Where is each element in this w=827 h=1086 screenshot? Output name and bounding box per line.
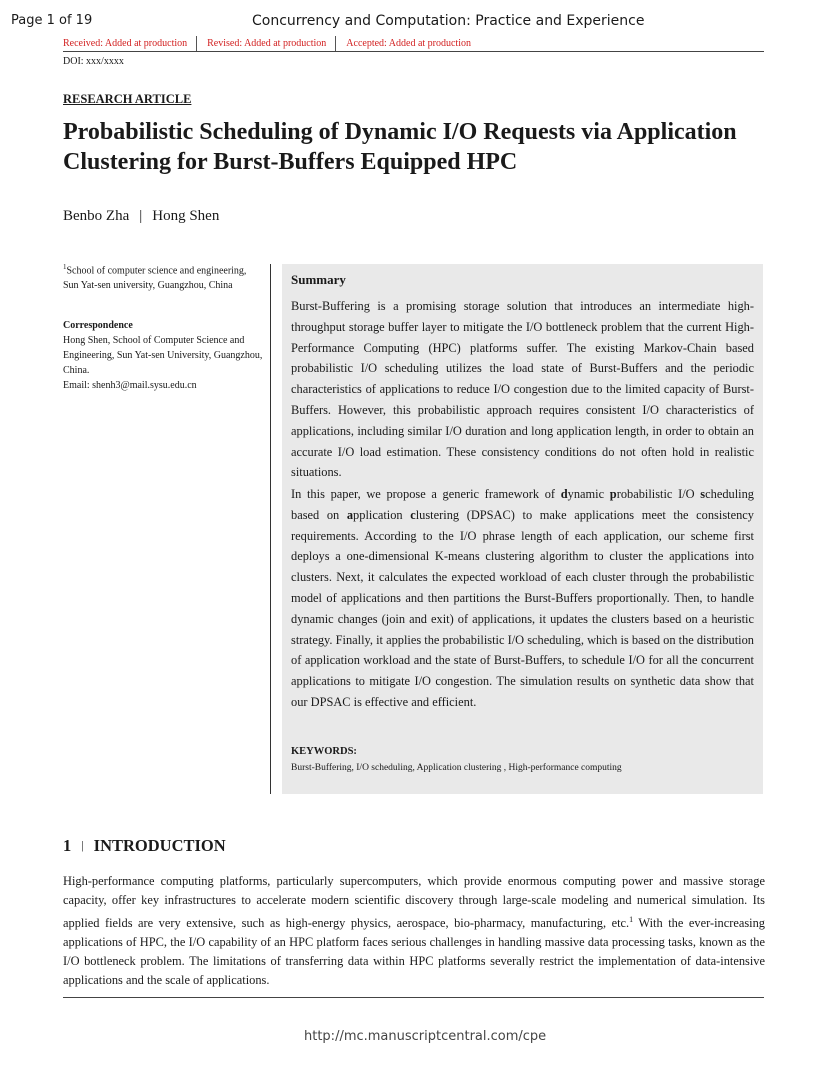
doi: DOI: xxx/xxxx	[63, 56, 124, 67]
submission-dates	[63, 36, 471, 51]
paper-title: Probabilistic Scheduling of Dynamic I/O Requests via Application Clustering for Burst-Buffers Equipped HPC	[63, 119, 737, 175]
keywords-heading: KEYWORDS:	[291, 746, 357, 757]
citation-ref[interactable]: 1	[629, 915, 634, 924]
divider	[335, 36, 336, 51]
column-divider	[270, 264, 271, 794]
keywords-list: Burst-Buffering, I/O scheduling, Application clustering , High-performance computing	[291, 763, 622, 773]
summary-heading: Summary	[291, 272, 346, 287]
correspondence	[63, 318, 263, 393]
header-rule	[63, 51, 764, 52]
section-heading	[63, 836, 226, 856]
summary-paragraph: Burst-Buffering is a promising storage solution that introduces an intermediate high-throughput storage buffer layer to mitigate the I/O bottleneck problem that the current High-Performance Computing (HPC) platforms suffer. The existing Markov-Chain based probabilistic I/O scheduling utilizes the load state of Burst-Buffers and the periodic characteristics of applications to reduce I/O congestion due to the limited capacity of Burst-Buffers. However, this probabilistic approach requires consistent I/O characteristics of applications, including similar I/O duration and long application length, in order to obtain an accurate I/O load estimation. These consistency conditions do not often hold in realistic situations.	[291, 299, 754, 480]
section-title: INTRODUCTION	[93, 836, 226, 855]
correspondence-email: Email: shenh3@mail.sysu.edu.cn	[63, 380, 197, 391]
section-number: 1	[63, 836, 72, 855]
correspondence-heading: Correspondence	[63, 320, 133, 331]
author-name: Benbo Zha	[63, 208, 130, 224]
received-date: Received: Added at production	[63, 37, 188, 49]
author-separator: |	[139, 208, 143, 224]
correspondence-address: Hong Shen, School of Computer Science and Engineering, Sun Yat-sen University, Guangzhou, China.	[63, 335, 263, 376]
section-separator: |	[81, 838, 84, 852]
summary-paragraph: In this paper, we propose a generic framework of dynamic probabilistic I/O scheduling based on application clustering (DPSAC) to make applications meet the consistency requirements. According to the I/O phrase length of each application, our scheme first deploys a one-dimensional K-means clustering algorithm to cluster the applications into clusters. Next, it calculates the expected workload of each cluster through the probabilistic model of applications and then partitions the Burst-Buffers proportionally. Then, to handle dynamic changes (join and exit) of applications, it updates the clusters based on a heuristic strategy. Finally, it applies the probabilistic I/O scheduling, which is based on the distribution of application workload and the state of Burst-Buffers, to schedule I/O for all the concurrent applications to mitigate I/O congestion. The simulation results on synthetic data show that our DPSAC is effective and efficient.	[291, 487, 754, 709]
author-list	[63, 208, 219, 225]
introduction-paragraph: High-performance computing platforms, particularly supercomputers, which provide enormous computing power and massive storage capacity, offer key infrastructures to accelerate modern scientific discovery through large-scale modeling and numerical simulation. Its applied fields are very extensive, such as high-energy physics, aerospace, bio-pharmacy, manufacturing, etc.$^1$ With the ever-increasing applications of HPC, the I/O capability of an HPC platform faces serious challenges in handling massive data processing tasks, known as the I/O bottleneck problem. The limitations of transferring data within HPC platforms severally restrict the implementation of data-intensive applications and the scale of applications.	[63, 874, 765, 988]
footer-rule	[63, 997, 764, 998]
page-number: Page 1 of 19	[11, 13, 93, 28]
affiliation-text: School of computer science and engineering, Sun Yat-sen university, Guangzhou, China	[63, 265, 247, 292]
journal-name: Concurrency and Computation: Practice and Experience	[252, 13, 645, 29]
divider	[196, 36, 197, 51]
accepted-date: Accepted: Added at production	[346, 37, 471, 49]
footer-url[interactable]: http://mc.manuscriptcentral.com/cpe	[304, 1029, 547, 1044]
affiliation	[63, 260, 263, 293]
affiliation-marker: 1	[63, 263, 67, 271]
revised-date: Revised: Added at production	[207, 37, 327, 49]
author-name: Hong Shen	[152, 208, 220, 224]
article-type: RESEARCH ARTICLE	[63, 92, 192, 106]
